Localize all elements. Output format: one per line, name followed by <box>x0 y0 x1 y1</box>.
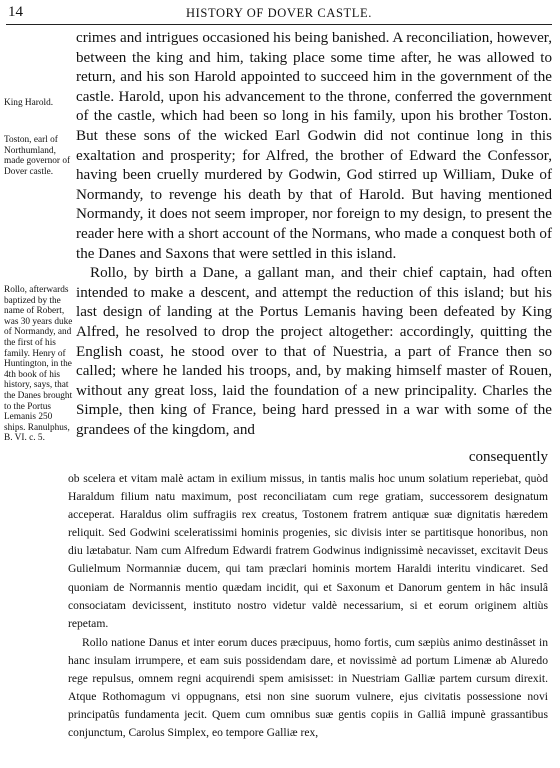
footnote-paragraph: ob scelera et vitam malè actam in exilium missus, in tantis malis hoc unum solatium reperiebat, quòd Haraldum filium natu maximum, post reconciliatam cum rege gratiam, successorem designatum acceperat. Haraldus olim suffragiis rex creatus, Tostonem fratrem antiquæ suæ dignitatis hæredem reliquit. Sed Godwini sceleratissimi hominis progenies, sic divisis inter se partitisque honoribus, non diu lætabatur. Nam cum Alfredum Edwardi fratrem Godwinus indignissimè necavisset, excitavit Deus Gulielmum Normanniæ ducem, qui tam præclari hominis mortem Haraldi interitu vindicaret. Sed quoniam de Normannis mentio quædam incidit, qui et Saxonum et Danorum gentem in hâc insulâ consociatam devicissent, instituto nostro videtur valdè necessarium, si et eorum originem altiùs repetam. <box>68 472 548 630</box>
main-paragraph: Rollo, by birth a Dane, a gallant man, and their chief captain, had often intended to make a descent, and attempt the reduction of this island; but his last design of landing at the Portus Lemanis having been defeated by King Alfred, he resolved to drop the project altogether: accordingly, quitting the English coast, he stood over to that of Nuestria, a part of France then so called; where he landed his troops, and, by making himself master of Rouen, without any great loss, laid the foundation of a new principality. Charles the Simple, then king of France, being hard pressed in a war with some of the grandees of the kingdom, and <box>76 265 552 438</box>
margin-note-rollo: Rollo, afterwards baptized by the name of Robert, was 30 years duke of Normandy, and the first of his family. Henry of Huntington, in the 4th book of his history, says, that the Danes brought to the Portus Lemanis 250 ships. Ranulphus, B. VI. c. 5. <box>4 285 73 444</box>
footnote-paragraph: Rollo natione Danus et inter eorum duces præcipuus, homo fortis, cum sæpiùs animo destinâsset in hanc insulam irrumpere, et eam suis possidendam dare, et novissimè ad portum Limenæ ab Aluredo rege repulsus, omnem regni acquirendi spem amisisset: in Nuestriam Galliæ partem cursum direxit. Atque Rothomagum vi oppugnans, etsi non sine suorum vulnere, ejus civitatis possessione novi principatûs fundamenta jecit. Quem cum omnibus suæ gentis copiis in Galliâ impunè grassantibus conjunctum, Carolus Simplex, eo tempore Galliæ rex, <box>68 635 548 740</box>
main-text <box>76 29 552 440</box>
page-number: 14 <box>8 4 23 20</box>
main-paragraph: crimes and intrigues occasioned his being banished. A reconciliation, however, between the king and him, taking place some time after, he was allowed to return, and his son Harold appointed to succeed him in the government of the castle. Harold, upon his advancement to the throne, conferred the government of the castle, which had been so long in his family, upon his brother Toston. But these sons of the wicked Earl Godwin did not continue long in this exaltation and prosperity; for Alfred, the brother of Edward the Confessor, having been cruelly murdered by Godwin, God stirred up William, Duke of Normandy, to revenge his death by that of Harold. But having mentioned Normandy, it does not seem improper, nor foreign to my design, to present the reader here with a short account of the Normans, who made a conquest both of the Danes and Saxons that were settled in this island. <box>76 30 552 262</box>
catchword: consequently <box>468 449 548 465</box>
margin-note-king-harold: King Harold. <box>4 98 54 108</box>
page-header <box>6 4 552 25</box>
latin-footnotes <box>68 470 548 742</box>
margin-note-toston: Toston, earl of Northumland, made governor of Dover castle. <box>4 135 71 177</box>
running-head: HISTORY OF DOVER CASTLE. <box>186 6 372 20</box>
